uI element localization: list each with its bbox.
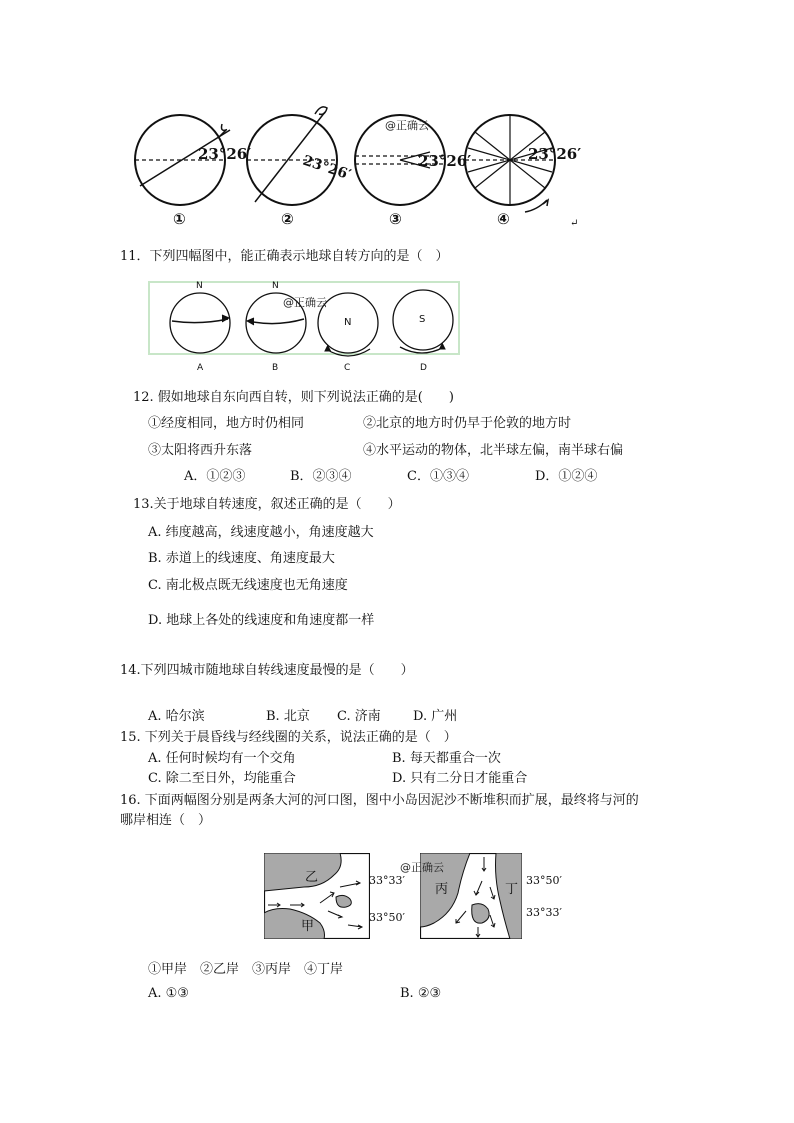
return-mark: ↵	[570, 218, 579, 229]
q12-choice-a[interactable]: A．①②③	[184, 469, 246, 484]
q12-statement-3: ③太阳将西升东落	[148, 443, 253, 458]
globe-number-3: ③	[389, 210, 402, 228]
q11-label-a: A	[197, 363, 204, 373]
angle-label-4: 23°26′	[528, 145, 582, 163]
map1-label-yi: 乙	[305, 870, 319, 885]
globe-number-1: ①	[173, 210, 186, 228]
q11-label-d: D	[420, 363, 427, 373]
q12-statement-4: ④水平运动的物体，北半球左偏，南半球右偏	[363, 443, 624, 458]
q15-choice-d[interactable]: D. 只有二分日才能重合	[392, 771, 528, 786]
map2-label-bing: 丙	[435, 882, 449, 897]
angle-label-1: 23°26′	[198, 145, 252, 163]
angle-label-2: 23°26′	[300, 152, 353, 184]
q16-choice-b[interactable]: B. ②③	[400, 986, 442, 1001]
map1-lat-top: 33°33′	[369, 874, 405, 887]
question-12: 12. 假如地球自东向西自转，则下列说法正确的是( )	[133, 390, 454, 405]
globe-number-2: ②	[281, 210, 294, 228]
q12-choice-d[interactable]: D．①②④	[535, 469, 598, 484]
angle-label-3: 23°26′	[418, 152, 472, 170]
q13-choice-b[interactable]: B. 赤道上的线速度、角速度最大	[148, 551, 335, 566]
globe-2	[247, 107, 337, 205]
q14-choice-a[interactable]: A. 哈尔滨	[148, 709, 205, 724]
q13-choice-c[interactable]: C. 南北极点既无线速度也无角速度	[148, 578, 348, 593]
map2-lat-bottom: 33°33′	[526, 906, 562, 919]
map2-label-ding: 丁	[505, 882, 519, 897]
question-15: 15. 下列关于晨昏线与经线圈的关系，说法正确的是（ ）	[120, 730, 457, 745]
q11-pole-a: N	[196, 281, 203, 291]
q16-choice-a[interactable]: A. ①③	[148, 986, 189, 1001]
map1-lat-bottom: 33°50′	[369, 911, 405, 924]
q13-choice-d[interactable]: D. 地球上各处的线速度和角速度都一样	[148, 613, 375, 628]
q13-choice-a[interactable]: A. 纬度越高，线速度越小，角速度越大	[148, 525, 374, 540]
map2-lat-top: 33°50′	[526, 874, 562, 887]
q11-pole-d: S	[419, 314, 426, 325]
q16-banks: ①甲岸 ②乙岸 ③丙岸 ④丁岸	[148, 962, 344, 977]
watermark-q16: @正确云	[400, 861, 444, 874]
globe-4	[465, 115, 555, 212]
question-11: 11．下列四幅图中，能正确表示地球自转方向的是（ ）	[120, 249, 449, 264]
question-14: 14.下列四城市随地球自转线速度最慢的是（ ）	[120, 663, 414, 678]
q14-choice-b[interactable]: B. 北京	[266, 709, 310, 724]
map1-label-jia: 甲	[301, 919, 315, 934]
q14-choice-d[interactable]: D. 广州	[413, 709, 458, 724]
question-16-line-1: 16. 下面两幅图分别是两条大河的河口图，图中小岛因泥沙不断堆积而扩展，最终将与河的	[120, 793, 639, 808]
watermark-top: @正确云	[385, 119, 429, 132]
q15-choice-b[interactable]: B. 每天都重合一次	[392, 751, 501, 766]
q12-statement-2: ②北京的地方时仍早于伦敦的地方时	[363, 416, 572, 431]
watermark-q11: @正确云	[283, 296, 327, 309]
globe-number-4: ④	[497, 210, 510, 228]
q15-choice-a[interactable]: A. 任何时候均有一个交角	[148, 751, 296, 766]
q11-label-b: B	[272, 363, 279, 373]
q12-choice-c[interactable]: C．①③④	[407, 469, 469, 484]
question-13: 13.关于地球自转速度，叙述正确的是（ ）	[133, 497, 401, 512]
question-16-line-2: 哪岸相连（ ）	[120, 813, 212, 828]
q11-label-c: C	[344, 363, 351, 373]
globe-figure-top	[130, 100, 590, 235]
q11-pole-c: N	[344, 317, 352, 328]
q11-pole-b: N	[272, 281, 279, 291]
q14-choice-c[interactable]: C. 济南	[337, 709, 381, 724]
q15-choice-c[interactable]: C. 除二至日外，均能重合	[148, 771, 296, 786]
q12-statement-1: ①经度相同，地方时仍相同	[148, 416, 305, 431]
q12-choice-b[interactable]: B．②③④	[290, 469, 352, 484]
